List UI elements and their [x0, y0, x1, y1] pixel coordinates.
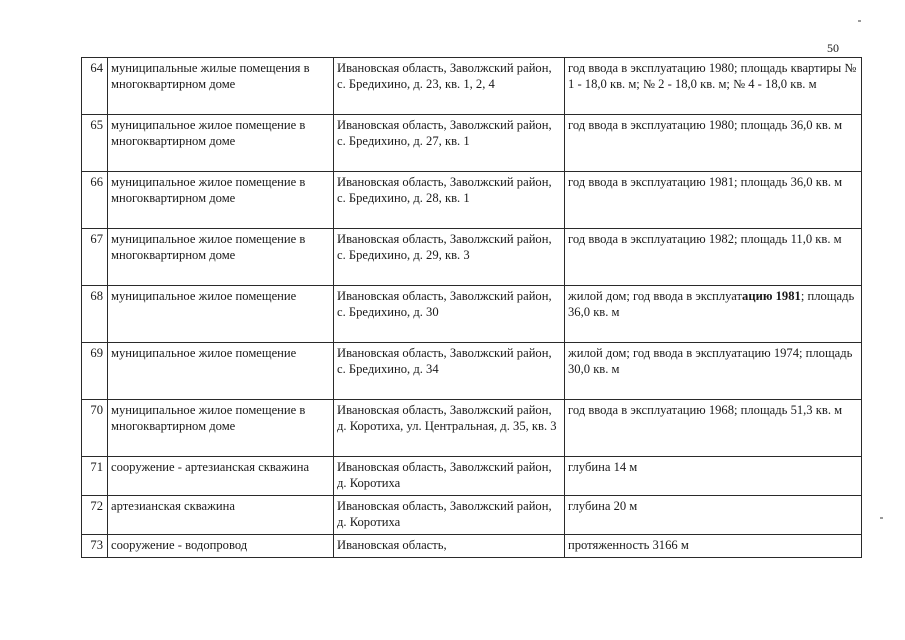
row-number: 71	[82, 457, 108, 496]
object-address: Ивановская область, Заволжский район, д. Коротиха	[334, 457, 565, 496]
table-row	[82, 496, 862, 535]
table-row	[82, 115, 862, 172]
object-details: глубина 14 м	[565, 457, 862, 496]
scan-speck	[880, 517, 883, 519]
details-bold-text: ацию 1981	[742, 289, 801, 303]
object-address: Ивановская область, Заволжский район, с. Бредихино, д. 23, кв. 1, 2, 4	[334, 58, 565, 115]
row-number: 73	[82, 535, 108, 558]
property-registry-table	[81, 57, 862, 558]
object-address: Ивановская область, Заволжский район, с. Бредихино, д. 27, кв. 1	[334, 115, 565, 172]
object-address: Ивановская область, Заволжский район, с. Бредихино, д. 30	[334, 286, 565, 343]
row-number: 66	[82, 172, 108, 229]
scan-speck	[858, 20, 861, 22]
object-details: год ввода в эксплуатацию 1968; площадь 51,3 кв. м	[565, 400, 862, 457]
object-name: муниципальное жилое помещение	[108, 286, 334, 343]
object-name: муниципальное жилое помещение в многоквартирном доме	[108, 400, 334, 457]
details-text: жилой дом; год ввода в эксплуат	[568, 289, 743, 303]
row-number: 65	[82, 115, 108, 172]
object-name: сооружение - водопровод	[108, 535, 334, 558]
object-name: сооружение - артезианская скважина	[108, 457, 334, 496]
row-number: 70	[82, 400, 108, 457]
object-address: Ивановская область, Заволжский район, с. Бредихино, д. 29, кв. 3	[334, 229, 565, 286]
object-address: Ивановская область, Заволжский район, с. Бредихино, д. 34	[334, 343, 565, 400]
object-address: Ивановская область, Заволжский район, с. Бредихино, д. 28, кв. 1	[334, 172, 565, 229]
details-text: ; площадь 36,0 кв. м	[568, 289, 855, 319]
object-details: год ввода в эксплуатацию 1980; площадь квартиры № 1 - 18,0 кв. м; № 2 - 18,0 кв. м; № 4 - 18,0 кв. м	[565, 58, 862, 115]
table-row	[82, 400, 862, 457]
object-details: протяженность 3166 м	[565, 535, 862, 558]
object-name: муниципальное жилое помещение в многоквартирном доме	[108, 229, 334, 286]
object-details: год ввода в эксплуатацию 1982; площадь 11,0 кв. м	[565, 229, 862, 286]
page-number: 50	[827, 41, 839, 55]
object-name: муниципальные жилые помещения в многоквартирном доме	[108, 58, 334, 115]
table-row	[82, 286, 862, 343]
row-number: 68	[82, 286, 108, 343]
object-details: жилой дом; год ввода в эксплуатацию 1974; площадь 30,0 кв. м	[565, 343, 862, 400]
object-name: муниципальное жилое помещение	[108, 343, 334, 400]
object-details	[565, 286, 862, 343]
object-address: Ивановская область,	[334, 535, 565, 558]
table-row	[82, 58, 862, 115]
row-number: 67	[82, 229, 108, 286]
row-number: 69	[82, 343, 108, 400]
table-row	[82, 535, 862, 558]
table-row	[82, 172, 862, 229]
object-details: год ввода в эксплуатацию 1980; площадь 36,0 кв. м	[565, 115, 862, 172]
object-details: глубина 20 м	[565, 496, 862, 535]
row-number: 64	[82, 58, 108, 115]
object-address: Ивановская область, Заволжский район, д. Коротиха, ул. Центральная, д. 35, кв. 3	[334, 400, 565, 457]
table-row	[82, 229, 862, 286]
table-row	[82, 343, 862, 400]
row-number: 72	[82, 496, 108, 535]
table-row	[82, 457, 862, 496]
object-details: год ввода в эксплуатацию 1981; площадь 36,0 кв. м	[565, 172, 862, 229]
object-name: артезианская скважина	[108, 496, 334, 535]
object-address: Ивановская область, Заволжский район, д. Коротиха	[334, 496, 565, 535]
object-name: муниципальное жилое помещение в многоквартирном доме	[108, 115, 334, 172]
object-name: муниципальное жилое помещение в многоквартирном доме	[108, 172, 334, 229]
